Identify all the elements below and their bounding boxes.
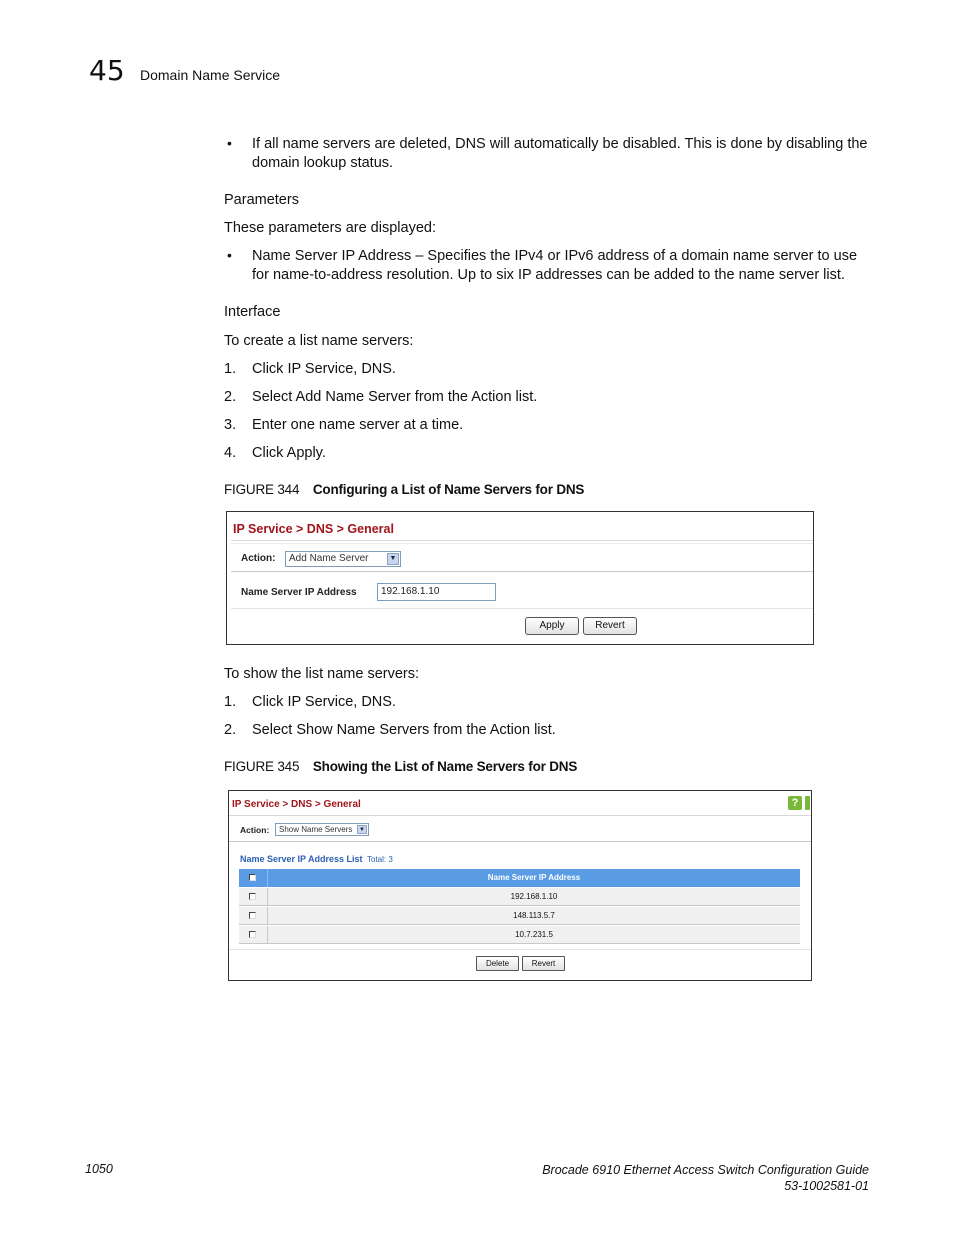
parameter-item — [252, 247, 877, 285]
divider — [231, 571, 813, 572]
step-text: Select Add Name Server from the Action list. — [252, 389, 538, 405]
action-select[interactable] — [285, 551, 401, 567]
figure-344-caption — [224, 482, 584, 497]
step-text: Click IP Service, DNS. — [252, 361, 396, 377]
chapter-number: 45 — [89, 54, 125, 87]
step-text: Enter one name server at a time. — [252, 417, 464, 433]
table-row — [239, 926, 800, 944]
action-select-value: Add Name Server — [289, 553, 369, 564]
ip-address-cell: 192.168.1.10 — [510, 892, 558, 901]
action-select[interactable] — [275, 823, 369, 836]
bullet-icon: • — [227, 135, 232, 151]
table-row — [239, 907, 800, 925]
step-text: Click IP Service, DNS. — [252, 694, 396, 710]
column-header: Name Server IP Address — [487, 873, 581, 882]
help-icon[interactable]: ? — [788, 796, 802, 810]
select-all-checkbox[interactable] — [249, 874, 256, 881]
step-text: Select Show Name Servers from the Action list. — [252, 722, 556, 738]
row-checkbox[interactable] — [249, 893, 256, 900]
table-row — [239, 888, 800, 906]
parameters-intro: These parameters are displayed: — [224, 220, 436, 236]
breadcrumb: IP Service > DNS > General — [233, 522, 394, 536]
parameters-heading: Parameters — [224, 192, 299, 208]
figure-344-screenshot — [226, 511, 814, 645]
footer-info — [542, 1162, 869, 1194]
row-checkbox[interactable] — [249, 931, 256, 938]
name-server-ip-label: Name Server IP Address — [241, 587, 357, 598]
divider — [229, 815, 811, 816]
parameter-term: Name Server IP Address — [252, 248, 412, 264]
list-total: Total: 3 — [367, 855, 393, 864]
revert-button[interactable]: Revert — [583, 617, 637, 635]
doc-number: 53-1002581-01 — [784, 1179, 869, 1193]
show-intro: To show the list name servers: — [224, 666, 420, 682]
action-label: Action: — [241, 553, 276, 564]
row-checkbox[interactable] — [249, 912, 256, 919]
create-intro: To create a list name servers: — [224, 333, 414, 349]
step-number: 1. — [224, 361, 237, 377]
divider — [231, 543, 813, 544]
divider — [231, 608, 813, 609]
table-header-row — [239, 869, 800, 887]
figure-title: Showing the List of Name Servers for DNS — [312, 759, 578, 774]
chevron-down-icon[interactable]: ▼ — [387, 553, 399, 565]
step-number: 4. — [224, 445, 237, 461]
ip-address-cell: 148.113.5.7 — [513, 911, 555, 920]
delete-button[interactable]: Delete — [476, 956, 519, 971]
scroll-icon[interactable] — [805, 796, 810, 810]
figure-345-caption — [224, 759, 577, 774]
figure-345-screenshot — [228, 790, 812, 981]
divider — [229, 841, 811, 842]
divider — [229, 949, 811, 950]
figure-title: Configuring a List of Name Servers for DNS — [312, 482, 585, 497]
bullet-icon: • — [227, 247, 232, 263]
chapter-title: Domain Name Service — [140, 67, 281, 83]
intro-bullet-text: If all name servers are deleted, DNS will automatically be disabled. This is done by disabling the domain lookup status. — [252, 136, 868, 171]
step-number: 1. — [224, 694, 237, 710]
step-number: 2. — [224, 389, 237, 405]
interface-heading: Interface — [224, 304, 281, 320]
action-select-value: Show Name Servers — [279, 825, 353, 834]
parameter-desc: – Specifies the IPv4 or IPv6 address of a domain name server to use for name-to-address resolution. Up to six IP addresses can be added to the name server list. — [252, 248, 858, 283]
breadcrumb: IP Service > DNS > General — [232, 799, 361, 810]
list-title: Name Server IP Address List — [240, 854, 363, 864]
divider — [231, 540, 813, 541]
action-label: Action: — [240, 825, 270, 835]
revert-button[interactable]: Revert — [522, 956, 565, 971]
step-text: Click Apply. — [252, 445, 326, 461]
step-number: 3. — [224, 417, 237, 433]
name-server-ip-input[interactable]: 192.168.1.10 — [377, 583, 496, 601]
apply-button[interactable]: Apply — [525, 617, 579, 635]
chevron-down-icon[interactable]: ▼ — [357, 825, 367, 834]
page-number: 1050 — [85, 1162, 113, 1176]
figure-label: FIGURE 344 — [224, 482, 300, 497]
ip-address-cell: 10.7.231.5 — [515, 930, 553, 939]
guide-title: Brocade 6910 Ethernet Access Switch Configuration Guide — [542, 1163, 869, 1177]
step-number: 2. — [224, 722, 237, 738]
figure-label: FIGURE 345 — [224, 759, 300, 774]
